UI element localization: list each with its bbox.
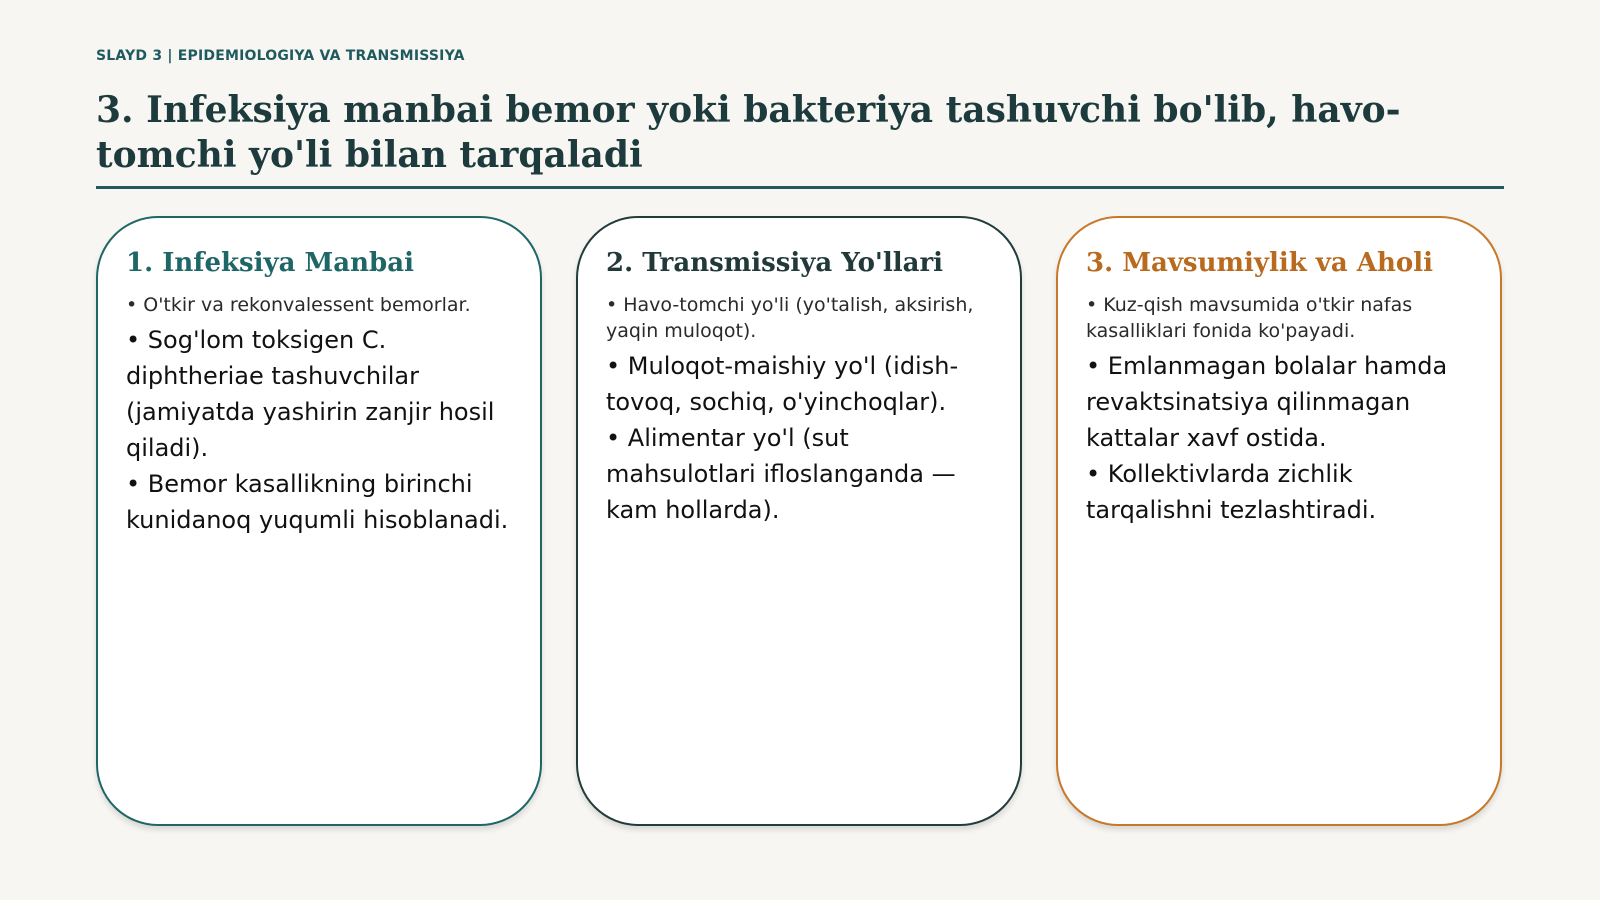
title-divider [96,186,1504,189]
slide-kicker: SLAYD 3 | EPIDEMIOLOGIYA VA TRANSMISSIYA [96,48,465,64]
slide-title: 3. Infeksiya manbai bemor yoki bakteriya tashuvchi bo'lib, havo-tomchi yo'li bilan tarqaladi [96,89,1401,176]
card-point: • Muloqot-maishiy yo'l (idish-tovoq, sochiq, o'yinchoqlar). [606,352,959,416]
card-point: • Emlanmagan bolalar hamda revaktsinatsiya qilinmagan kattalar xavf ostida. [1086,352,1448,452]
card-intro-point: • O'tkir va rekonvalessent bemorlar. [126,294,471,316]
card-infection-source [96,216,542,826]
card-heading: 3. Mavsumiylik va Aholi [1086,248,1433,278]
card-heading: 2. Transmissiya Yo'llari [606,248,944,278]
card-point: • Kollektivlarda zichlik tarqalishni tezlashtiradi. [1086,460,1377,524]
card-point: • Sog'lom toksigen C. diphtheriae tashuvchilar (jamiyatda yashirin zanjir hosil qiladi). [126,326,495,462]
card-point: • Alimentar yo'l (sut mahsulotlari ifloslanganda — kam hollarda). [606,424,956,524]
card-point: • Bemor kasallikning birinchi kunidanoq yuqumli hisoblanadi. [126,470,509,534]
card-intro-point: • Kuz-qish mavsumida o'tkir nafas kasalliklari fonida ko'payadi. [1086,294,1413,342]
card-heading: 1. Infeksiya Manbai [126,248,414,278]
card-intro-point: • Havo-tomchi yo'li (yo'talish, aksirish, yaqin muloqot). [606,294,974,342]
card-seasonality-population [1056,216,1502,826]
card-transmission-routes [576,216,1022,826]
